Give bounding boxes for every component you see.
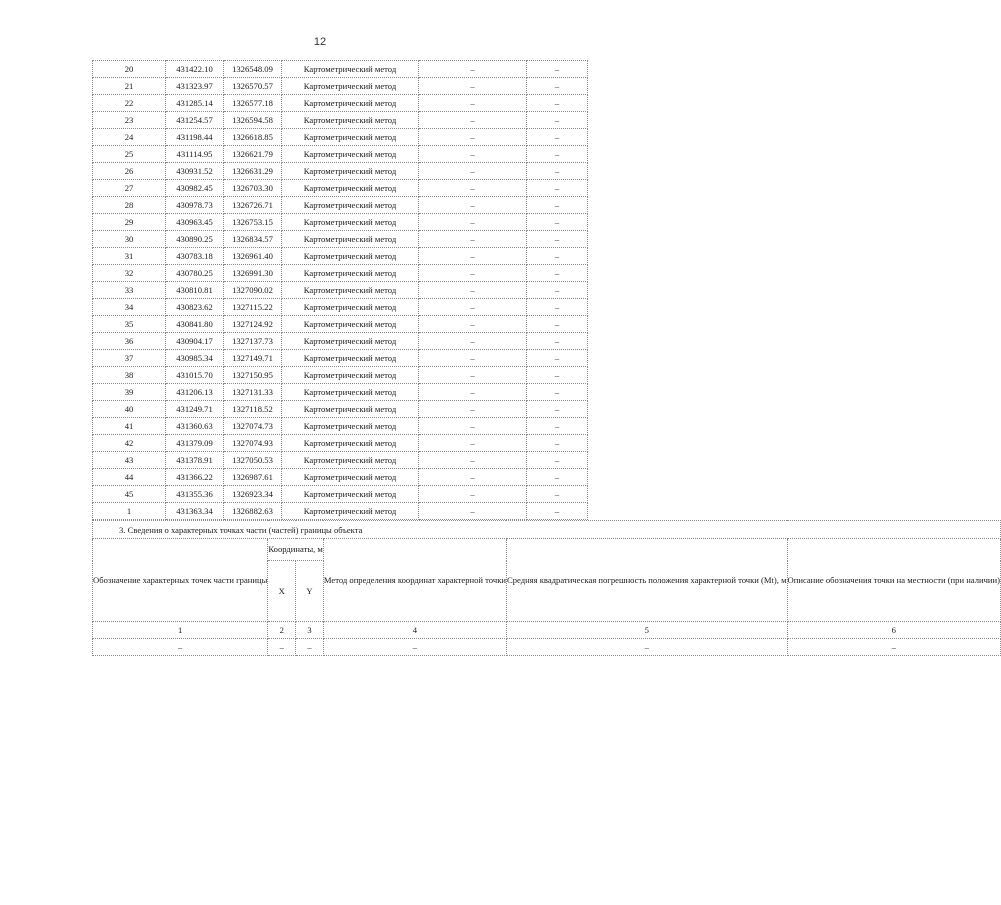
index-cell: 3 [296, 622, 324, 639]
description-cell: – [527, 248, 588, 265]
error-cell: – [419, 418, 527, 435]
description-cell: – [527, 197, 588, 214]
point-number-cell: 45 [93, 486, 166, 503]
empty-cell: – [323, 639, 506, 656]
description-cell: – [527, 95, 588, 112]
description-cell: – [527, 112, 588, 129]
coord-y-cell: 1326577.18 [224, 95, 282, 112]
coord-x-cell: 431285.14 [166, 95, 224, 112]
coord-y-cell: 1326834.57 [224, 231, 282, 248]
coord-y-cell: 1326987.61 [224, 469, 282, 486]
coord-y-cell: 1326594.58 [224, 112, 282, 129]
point-number-cell: 41 [93, 418, 166, 435]
point-number-cell: 38 [93, 367, 166, 384]
description-cell: – [527, 214, 588, 231]
table-row [93, 146, 588, 163]
table-row [93, 78, 588, 95]
header-point: Обозначение характерных точек части границы [93, 539, 268, 622]
description-cell: – [527, 180, 588, 197]
point-number-cell: 44 [93, 469, 166, 486]
coordinates-table-body [93, 61, 588, 520]
coord-x-cell: 431422.10 [166, 61, 224, 78]
method-cell: Картометрический метод [282, 129, 419, 146]
description-cell: – [527, 231, 588, 248]
description-cell: – [527, 163, 588, 180]
page-number: 12 [313, 36, 327, 48]
coord-x-cell: 431254.57 [166, 112, 224, 129]
method-cell: Картометрический метод [282, 146, 419, 163]
method-cell: Картометрический метод [282, 265, 419, 282]
description-cell: – [527, 435, 588, 452]
error-cell: – [419, 333, 527, 350]
table-row [93, 452, 588, 469]
error-cell: – [419, 384, 527, 401]
description-cell: – [527, 384, 588, 401]
error-cell: – [419, 401, 527, 418]
coord-x-cell: 431323.97 [166, 78, 224, 95]
description-cell: – [527, 350, 588, 367]
coord-y-cell: 1326961.40 [224, 248, 282, 265]
table-row [93, 350, 588, 367]
header-error: Средняя квадратическая погрешность положения характерной точки (Мt), м [506, 539, 787, 622]
coord-y-cell: 1326991.30 [224, 265, 282, 282]
coord-y-cell: 1326621.79 [224, 146, 282, 163]
description-cell: – [527, 503, 588, 520]
method-cell: Картометрический метод [282, 282, 419, 299]
error-cell: – [419, 163, 527, 180]
point-number-cell: 39 [93, 384, 166, 401]
coordinates-table [92, 60, 588, 520]
coord-y-cell: 1327131.33 [224, 384, 282, 401]
point-number-cell: 25 [93, 146, 166, 163]
table-row [93, 214, 588, 231]
point-number-cell: 31 [93, 248, 166, 265]
error-cell: – [419, 435, 527, 452]
coord-x-cell: 430904.17 [166, 333, 224, 350]
method-cell: Картометрический метод [282, 469, 419, 486]
error-cell: – [419, 129, 527, 146]
error-cell: – [419, 503, 527, 520]
point-number-cell: 20 [93, 61, 166, 78]
point-number-cell: 23 [93, 112, 166, 129]
error-cell: – [419, 452, 527, 469]
method-cell: Картометрический метод [282, 333, 419, 350]
coord-x-cell: 430810.81 [166, 282, 224, 299]
coord-y-cell: 1326570.57 [224, 78, 282, 95]
table-row [93, 248, 588, 265]
method-cell: Картометрический метод [282, 248, 419, 265]
table-row [93, 316, 588, 333]
table-row [93, 265, 588, 282]
table-row [93, 367, 588, 384]
method-cell: Картометрический метод [282, 214, 419, 231]
table-row [93, 231, 588, 248]
coord-y-cell: 1326726.71 [224, 197, 282, 214]
point-number-cell: 28 [93, 197, 166, 214]
coord-x-cell: 431206.13 [166, 384, 224, 401]
coord-x-cell: 430978.73 [166, 197, 224, 214]
coord-y-cell: 1326548.09 [224, 61, 282, 78]
description-cell: – [527, 265, 588, 282]
empty-cell: – [506, 639, 787, 656]
error-cell: – [419, 367, 527, 384]
description-cell: – [527, 367, 588, 384]
coord-y-cell: 1327074.93 [224, 435, 282, 452]
method-cell: Картометрический метод [282, 350, 419, 367]
method-cell: Картометрический метод [282, 367, 419, 384]
point-number-cell: 26 [93, 163, 166, 180]
table-row [93, 95, 588, 112]
point-number-cell: 37 [93, 350, 166, 367]
method-cell: Картометрический метод [282, 503, 419, 520]
coord-x-cell: 431198.44 [166, 129, 224, 146]
method-cell: Картометрический метод [282, 452, 419, 469]
coord-y-cell: 1327050.53 [224, 452, 282, 469]
header-x: X [268, 561, 296, 622]
description-cell: – [527, 401, 588, 418]
description-cell: – [527, 146, 588, 163]
empty-data-row [93, 639, 1001, 656]
error-cell: – [419, 469, 527, 486]
method-cell: Картометрический метод [282, 112, 419, 129]
description-cell: – [527, 486, 588, 503]
coord-y-cell: 1326703.30 [224, 180, 282, 197]
part-points-table [92, 520, 1001, 656]
coord-x-cell: 431015.70 [166, 367, 224, 384]
coord-y-cell: 1327090.02 [224, 282, 282, 299]
coord-x-cell: 430982.45 [166, 180, 224, 197]
coord-y-cell: 1326923.34 [224, 486, 282, 503]
point-number-cell: 32 [93, 265, 166, 282]
coord-x-cell: 430931.52 [166, 163, 224, 180]
point-number-cell: 33 [93, 282, 166, 299]
table-row [93, 112, 588, 129]
coord-x-cell: 430841.80 [166, 316, 224, 333]
coord-y-cell: 1327150.95 [224, 367, 282, 384]
error-cell: – [419, 95, 527, 112]
table-row [93, 418, 588, 435]
table-row [93, 503, 588, 520]
description-cell: – [527, 129, 588, 146]
coord-x-cell: 431379.09 [166, 435, 224, 452]
header-y: Y [296, 561, 324, 622]
empty-cell: – [296, 639, 324, 656]
coord-x-cell: 430823.62 [166, 299, 224, 316]
error-cell: – [419, 197, 527, 214]
point-number-cell: 34 [93, 299, 166, 316]
description-cell: – [527, 452, 588, 469]
error-cell: – [419, 146, 527, 163]
method-cell: Картометрический метод [282, 163, 419, 180]
method-cell: Картометрический метод [282, 299, 419, 316]
description-cell: – [527, 418, 588, 435]
error-cell: – [419, 282, 527, 299]
description-cell: – [527, 299, 588, 316]
index-cell: 4 [323, 622, 506, 639]
description-cell: – [527, 78, 588, 95]
coord-x-cell: 431249.71 [166, 401, 224, 418]
table-row [93, 384, 588, 401]
error-cell: – [419, 231, 527, 248]
section-title: 3. Сведения о характерных точках части (частей) границы объекта [93, 521, 1001, 539]
table-row [93, 129, 588, 146]
table-row [93, 486, 588, 503]
coord-x-cell: 431363.34 [166, 503, 224, 520]
index-cell: 1 [93, 622, 268, 639]
table-row [93, 197, 588, 214]
table-row [93, 435, 588, 452]
coord-x-cell: 430985.34 [166, 350, 224, 367]
method-cell: Картометрический метод [282, 61, 419, 78]
method-cell: Картометрический метод [282, 384, 419, 401]
method-cell: Картометрический метод [282, 401, 419, 418]
coord-y-cell: 1327124.92 [224, 316, 282, 333]
table-row [93, 61, 588, 78]
method-cell: Картометрический метод [282, 180, 419, 197]
coord-x-cell: 431360.63 [166, 418, 224, 435]
point-number-cell: 22 [93, 95, 166, 112]
coord-y-cell: 1327115.22 [224, 299, 282, 316]
table-row [93, 333, 588, 350]
coord-y-cell: 1327149.71 [224, 350, 282, 367]
column-index-row [93, 622, 1001, 639]
coord-y-cell: 1327118.52 [224, 401, 282, 418]
point-number-cell: 24 [93, 129, 166, 146]
coord-x-cell: 430783.18 [166, 248, 224, 265]
header-description: Описание обозначения точки на местности (при наличии) [787, 539, 1000, 622]
coord-x-cell: 430780.25 [166, 265, 224, 282]
point-number-cell: 43 [93, 452, 166, 469]
table-row [93, 401, 588, 418]
index-cell: 5 [506, 622, 787, 639]
error-cell: – [419, 180, 527, 197]
method-cell: Картометрический метод [282, 78, 419, 95]
error-cell: – [419, 486, 527, 503]
error-cell: – [419, 299, 527, 316]
point-number-cell: 30 [93, 231, 166, 248]
description-cell: – [527, 469, 588, 486]
coord-y-cell: 1327074.73 [224, 418, 282, 435]
coord-y-cell: 1327137.73 [224, 333, 282, 350]
table-row [93, 299, 588, 316]
coord-y-cell: 1326753.15 [224, 214, 282, 231]
empty-cell: – [787, 639, 1000, 656]
error-cell: – [419, 265, 527, 282]
error-cell: – [419, 61, 527, 78]
point-number-cell: 1 [93, 503, 166, 520]
table-row [93, 469, 588, 486]
header-method: Метод определения координат характерной точки [323, 539, 506, 622]
table-row [93, 163, 588, 180]
method-cell: Картометрический метод [282, 95, 419, 112]
method-cell: Картометрический метод [282, 316, 419, 333]
description-cell: – [527, 333, 588, 350]
error-cell: – [419, 214, 527, 231]
method-cell: Картометрический метод [282, 418, 419, 435]
method-cell: Картометрический метод [282, 486, 419, 503]
description-cell: – [527, 282, 588, 299]
method-cell: Картометрический метод [282, 197, 419, 214]
method-cell: Картометрический метод [282, 231, 419, 248]
table-row [93, 282, 588, 299]
description-cell: – [527, 61, 588, 78]
coord-x-cell: 431378.91 [166, 452, 224, 469]
table-row [93, 180, 588, 197]
error-cell: – [419, 248, 527, 265]
point-number-cell: 42 [93, 435, 166, 452]
empty-cell: – [268, 639, 296, 656]
coord-y-cell: 1326882.63 [224, 503, 282, 520]
empty-cell: – [93, 639, 268, 656]
point-number-cell: 29 [93, 214, 166, 231]
coord-x-cell: 431366.22 [166, 469, 224, 486]
point-number-cell: 35 [93, 316, 166, 333]
error-cell: – [419, 316, 527, 333]
point-number-cell: 36 [93, 333, 166, 350]
point-number-cell: 21 [93, 78, 166, 95]
coord-x-cell: 431355.36 [166, 486, 224, 503]
error-cell: – [419, 350, 527, 367]
point-number-cell: 27 [93, 180, 166, 197]
coord-y-cell: 1326618.85 [224, 129, 282, 146]
coord-y-cell: 1326631.29 [224, 163, 282, 180]
index-cell: 2 [268, 622, 296, 639]
index-cell: 6 [787, 622, 1000, 639]
coord-x-cell: 430963.45 [166, 214, 224, 231]
error-cell: – [419, 112, 527, 129]
coord-x-cell: 430890.25 [166, 231, 224, 248]
description-cell: – [527, 316, 588, 333]
coord-x-cell: 431114.95 [166, 146, 224, 163]
header-coords: Координаты, м [268, 539, 324, 561]
point-number-cell: 40 [93, 401, 166, 418]
method-cell: Картометрический метод [282, 435, 419, 452]
error-cell: – [419, 78, 527, 95]
